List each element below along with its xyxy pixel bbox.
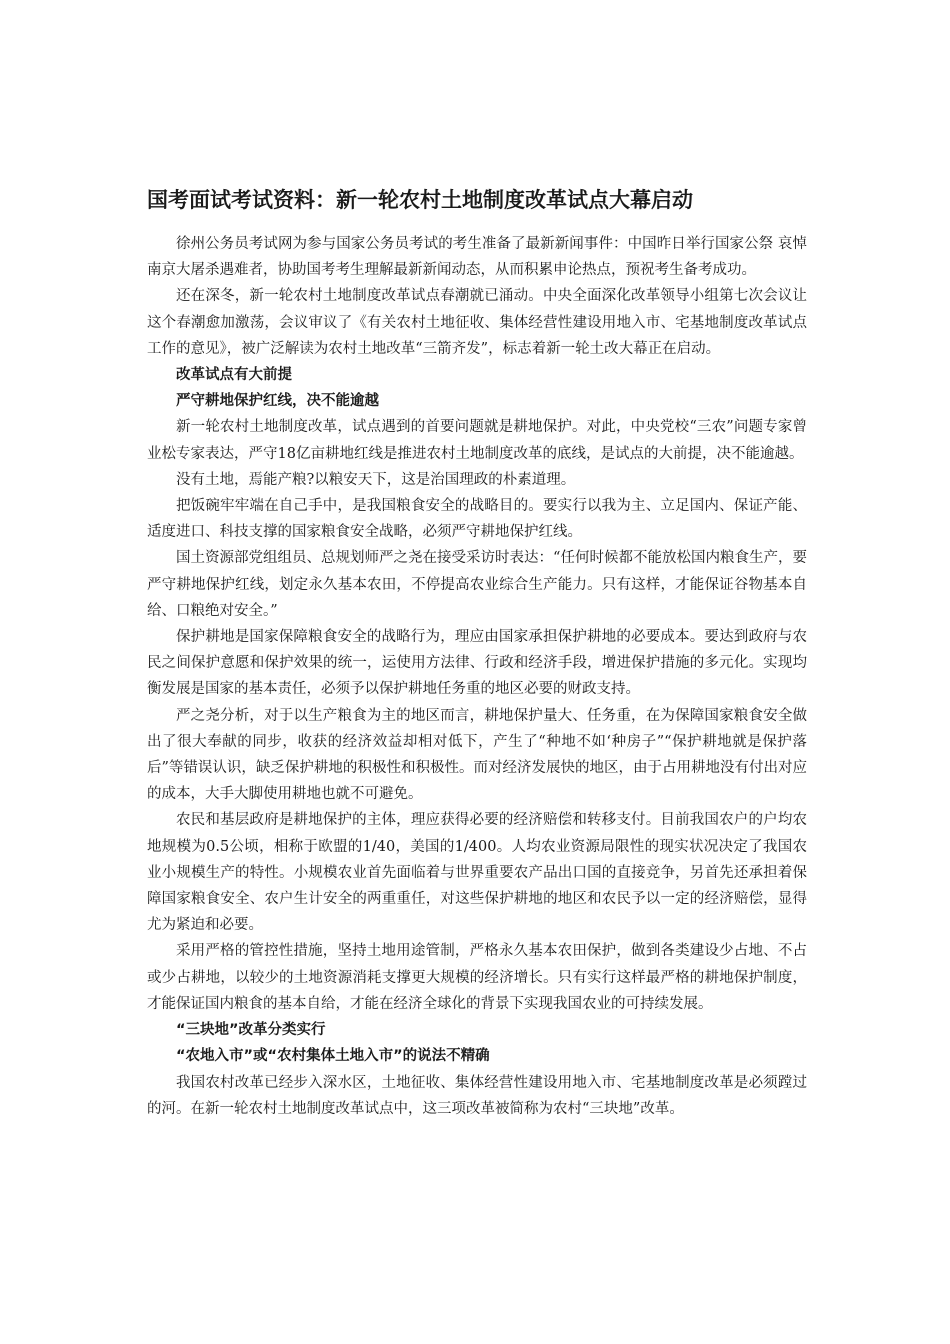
document-page (147, 183, 807, 1122)
section-heading: “三块地”改革分类实行 (176, 1022, 326, 1039)
section-heading: 改革试点有大前提 (176, 367, 292, 384)
subsection-heading: “农地入市”或“农村集体土地入市”的说法不精确 (176, 1048, 490, 1065)
paragraph: 采用严格的管控性措施，坚持土地用途管制，严格永久基本农田保护，做到各类建设少占地、不占或少占耕地，以较少的土地资源消耗支撑更大规模的经济增长。只有实行这样最严格的耕地保护制度，才能保证国内粮食的基本自给，才能在经济全球化的背景下实现我国农业的可持续发展。 (147, 943, 807, 1012)
paragraph: 还在深冬，新一轮农村土地制度改革试点春潮就已涌动。中央全面深化改革领导小组第七次会议让这个春潮愈加激荡，会议审议了《有关农村土地征收、集体经营性建设用地入市、宅基地制度改革试点工作的意见》，被广泛解读为农村土地改革“三箭齐发”，标志着新一轮土改大幕正在启动。 (147, 288, 807, 357)
paragraph: 严之尧分析，对于以生产粮食为主的地区而言，耕地保护量大、任务重，在为保障国家粮食安全做出了很大奉献的同步，收获的经济效益却相对低下，产生了“种地不如‘种房子”“保护耕地就是保护落后”等错误认识，缺乏保护耕地的积极性和积极性。而对经济发展快的地区，由于占用耕地没有付出对应的成本，大手大脚使用耕地也就不可避免。 (147, 707, 807, 803)
paragraph: 没有土地，焉能产粮?以粮安天下，这是治国理政的朴素道理。 (176, 471, 576, 488)
subsection-heading: 严守耕地保护红线，决不能逾越 (176, 393, 379, 410)
paragraph: 我国农村改革已经步入深水区，土地征收、集体经营性建设用地入市、宅基地制度改革是必须蹚过的河。在新一轮农村土地制度改革试点中，这三项改革被简称为农村“三块地”改革。 (147, 1074, 807, 1117)
paragraph: 新一轮农村土地制度改革，试点遇到的首要问题就是耕地保护。对此，中央党校“三农”问题专家曾业松专家表达，严守18亿亩耕地红线是推进农村土地制度改革的底线，是试点的大前提，决不能逾越。 (147, 419, 807, 462)
document-title: 国考面试考试资料：新一轮农村土地制度改革试点大幕启动 (147, 188, 693, 212)
paragraph: 保护耕地是国家保障粮食安全的战略行为，理应由国家承担保护耕地的必要成本。要达到政府与农民之间保护意愿和保护效果的统一，运使用方法律、行政和经济手段，增进保护措施的多元化。实现均衡发展是国家的基本责任，必须予以保护耕地任务重的地区必要的财政支持。 (147, 629, 807, 698)
paragraph: 农民和基层政府是耕地保护的主体，理应获得必要的经济赔偿和转移支付。目前我国农户的户均农地规模为0.5公顷，相称于欧盟的1/40，美国的1/400。人均农业资源局限性的现实状况决定了我国农业小规模生产的特性。小规模农业首先面临着与世界重要农产品出口国的直接竞争，另首先还承担着保障国家粮食安全、农户生计安全的两重重任，对这些保护耕地的地区和农民予以一定的经济赔偿，显得尤为紧迫和必要。 (147, 812, 807, 934)
paragraph: 国土资源部党组组员、总规划师严之尧在接受采访时表达：“任何时候都不能放松国内粮食生产，要严守耕地保护红线，划定永久基本农田，不停提高农业综合生产能力。只有这样，才能保证谷物基本自给、口粮绝对安全。” (147, 550, 807, 619)
paragraph-intro: 徐州公务员考试网为参与国家公务员考试的考生准备了最新新闻事件：中国昨日举行国家公祭 哀悼南京大屠杀遇难者，协助国考考生理解最新新闻动态，从而积累申论热点，预祝考生备考成功。 (147, 236, 807, 279)
paragraph: 把饭碗牢牢端在自己手中，是我国粮食安全的战略目的。要实行以我为主、立足国内、保证产能、适度进口、科技支撑的国家粮食安全战略，必须严守耕地保护红线。 (147, 498, 807, 541)
